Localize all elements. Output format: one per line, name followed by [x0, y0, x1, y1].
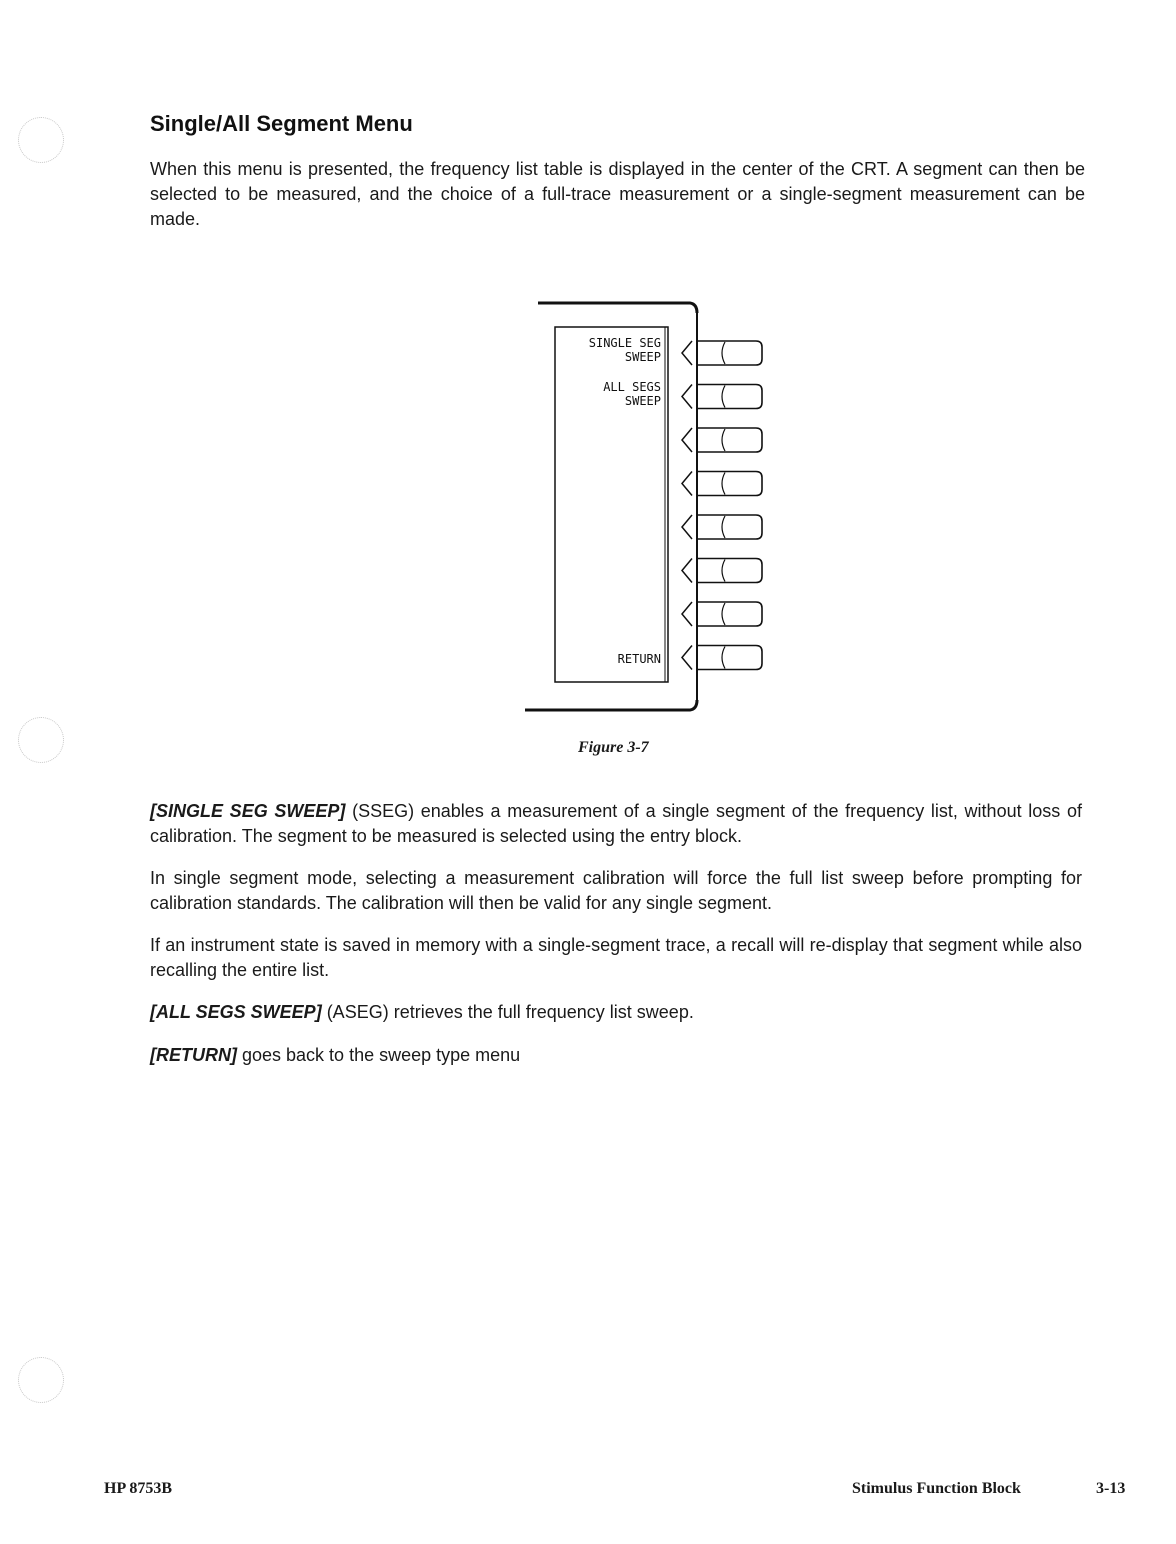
footer-section-name: Stimulus Function Block [852, 1480, 1021, 1497]
softkey-button-5 [682, 515, 762, 539]
softkey-reference-all-segs-sweep: [ALL SEGS SWEEP] [150, 1002, 322, 1022]
paragraph-all-segs-sweep-text: (ASEG) retrieves the full frequency list sweep. [321, 1002, 694, 1022]
footer-model: HP 8753B [104, 1480, 173, 1497]
paragraph-all-segs-sweep [150, 1000, 1082, 1025]
softkey-label-2-line1: ALL SEGS [603, 380, 661, 394]
paragraph-single-seg-sweep-text: (SSEG) enables a measurement of a single segment of the frequency list, without loss of calibration. The segment to be measured is selected using the entry block. [150, 801, 1082, 846]
softkey-button-1 [682, 341, 762, 365]
binder-hole-top [18, 117, 64, 163]
paragraph-return [150, 1043, 1082, 1068]
softkey-buttons [682, 341, 762, 670]
bezel-top-edge [538, 303, 697, 313]
softkey-label-1-line2: SWEEP [624, 350, 661, 364]
softkey-menu-figure [500, 295, 780, 725]
softkey-label-1-line1: SINGLE SEG [588, 336, 661, 350]
softkey-reference-single-seg-sweep: [SINGLE SEG SWEEP] [150, 801, 346, 821]
section-heading: Single/All Segment Menu [150, 111, 413, 136]
softkey-button-2 [682, 385, 762, 409]
paragraph-single-seg-sweep [150, 799, 1082, 849]
binder-hole-middle [18, 717, 64, 763]
softkey-button-6 [682, 559, 762, 583]
softkey-label-2 [603, 380, 661, 408]
softkey-button-3 [682, 428, 762, 452]
softkey-button-8 [682, 646, 762, 670]
softkey-label-8 [618, 652, 661, 666]
binder-hole-bottom [18, 1357, 64, 1403]
intro-paragraph: When this menu is presented, the frequency list table is displayed in the center of the CRT. A segment can then be selected to be measured, and the choice of a full-trace measurement or a single-segment measurement can be made. [150, 159, 1085, 229]
footer-page-number: 3-13 [1096, 1480, 1126, 1497]
softkey-label-1 [589, 336, 661, 364]
paragraph-single-segment-mode: In single segment mode, selecting a measurement calibration will force the full list sweep before prompting for calibration standards. The calibration will then be valid for any single segment. [150, 868, 1082, 913]
softkey-button-4 [682, 472, 762, 496]
softkey-reference-return: [RETURN] [150, 1045, 237, 1065]
softkey-label-8-line1: RETURN [617, 652, 661, 666]
figure-caption: Figure 3-7 [578, 739, 649, 756]
softkey-button-7 [682, 602, 762, 626]
paragraph-instrument-state: If an instrument state is saved in memory with a single-segment trace, a recall will re-display that segment while also recalling the entire list. [150, 935, 1082, 980]
paragraph-return-text: goes back to the sweep type menu [237, 1045, 521, 1065]
bezel-bottom-edge [525, 700, 697, 710]
softkey-label-2-line2: SWEEP [624, 394, 661, 408]
